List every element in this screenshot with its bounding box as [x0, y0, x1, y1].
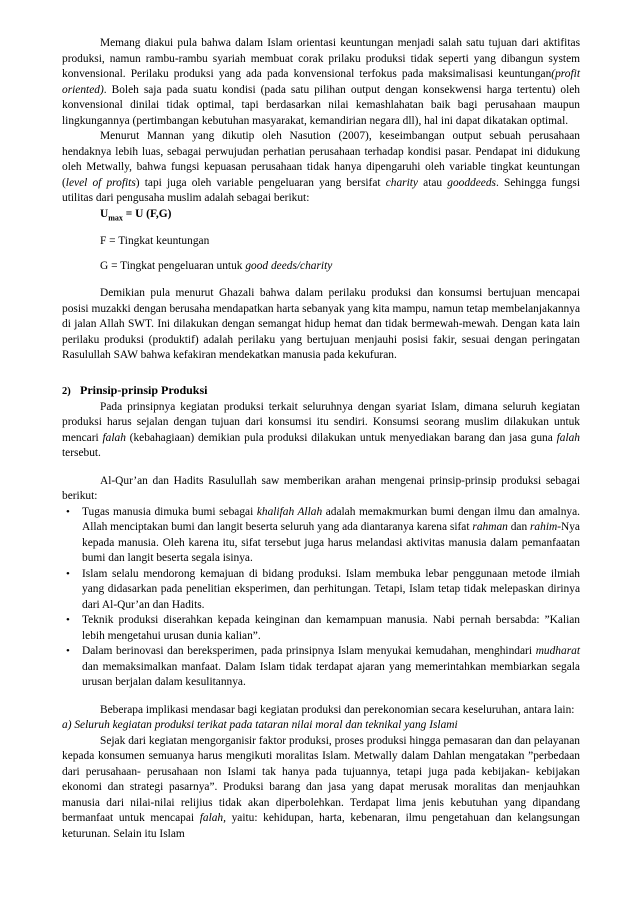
text-run: G = Tingkat pengeluaran untuk — [100, 259, 246, 272]
list-item — [62, 613, 580, 644]
text-run: adalah memakmurkan bumi dengan ilmu dan amalnya. Allah menciptakan bumi dan langit beserta seluruh yang ada diantaranya karena sifat — [82, 505, 581, 534]
text-run: -Nya kepada manusia. Oleh karena itu, sifat tersebut juga harus melandasi aktivitas manusia dalam pemanfaatan bumi dan langit beserta segala isinya. — [82, 521, 580, 565]
text-run: dan — [507, 521, 530, 534]
paragraph-profit-orientation — [62, 36, 580, 129]
list-item — [62, 567, 580, 614]
paragraph-organizing-production — [62, 734, 580, 843]
text-run: . Boleh saja pada suatu kondisi (pada satu pilihan output dengan konsekwensi harga tertentu) oleh konvensional dinilai tidak optimal, tapi berdasarkan nilai kemashlahatan baik bagi perusahaan maupun lingkungannya (pertimbangan kebutuhan masyarakat, kemandirian negara dll), hal ini dapat dikatakan optimal. — [62, 83, 580, 127]
text-run: charity — [385, 176, 418, 189]
text-run: mudharat — [535, 645, 580, 658]
text-run: Islam selalu mendorong kemajuan di bidang produksi. Islam membuka lebar penggunaan metode ilmiah yang didasarkan pada penelitian eksperimen, dan perhitungan. Tetapi, Islam tetap tidak melepaskan dirinya dari Al-Qur’an dan Hadits. — [82, 567, 580, 611]
definition-g — [100, 259, 580, 275]
text-run: atau — [417, 176, 448, 189]
text-run: Dalam berinovasi dan bereksperimen, pada prinsipnya Islam menyukai kemudahan, menghindari — [82, 645, 536, 658]
bullet-icon: • — [66, 645, 70, 658]
paragraph-quran-hadits — [62, 474, 580, 505]
paragraph-implications — [62, 703, 580, 719]
text-run: . Sehingga fungsi utilitas dari pengusaha muslim adalah sebagai berikut: — [62, 176, 580, 204]
text-run: ) tapi juga oleh variable pengeluaran yang bersifat — [135, 176, 386, 189]
text-run: khalifah Allah — [256, 505, 323, 518]
text-run: falah, — [199, 812, 226, 825]
text-run: falah — [556, 431, 580, 444]
utility-function-block — [100, 207, 580, 275]
text-run: falah — [102, 431, 126, 444]
list-item — [62, 644, 580, 691]
text-run: good deeds/charity — [245, 259, 333, 272]
paragraph-ghazali — [62, 286, 580, 364]
text-run: Sejak dari kegiatan mengorganisir faktor produksi, proses produksi hingga pemasaran dan dan pelayanan kepada konsumen semuanya harus mengikuti moralitas Islam. Metwally dalam Dahlan mengatakan ”perbedaan dari perusahaan- perusahaan non Islami tak hanya pada tujuannya, tetapi juga pada kebijakan- kebijakan ekonomi dan strategi pasarnya”. Produksi barang dan jasa yang dapat merusak moralitas dan menjauhkan manusia dari nilai-nilai relijius tidak akan diperbolehkan. Terdapat lima jenis kebutuhan yang dipandang bermanfaat untuk mencapai — [62, 734, 580, 825]
text-run: Pada prinsipnya kegiatan produksi terkait seluruhnya dengan syariat Islam, dimana seluruh kegiatan produksi harus sejalan dengan tujuan dari konsumsi itu sendiri. Konsumsi seorang muslim dilakukan untuk mencari — [62, 400, 580, 444]
text-run: yaitu: kehidupan, harta, kebenaran, ilmu pengetahuan dan kelangsungan keturunan. Selain itu Islam — [62, 812, 581, 840]
utility-formula: $U_{max} = U$ (F,G) — [100, 207, 172, 222]
list-item — [62, 505, 580, 567]
text-run: Beberapa implikasi mendasar bagi kegiatan produksi dan perekonomian secara keseluruhan, antara lain: — [100, 703, 575, 716]
paragraph-mannan-metwally — [62, 129, 580, 207]
principles-list — [62, 505, 580, 691]
text-run: Teknik produksi diserahkan kepada keinginan dan kemampuan manusia. Nabi pernah bersabda: ”Kalian lebih mengetahui urusan dunia kalian”. — [82, 614, 580, 642]
text-run: Demikian pula menurut Ghazali bahwa dalam perilaku produksi dan konsumsi bertujuan mencapai posisi muzakki dengan berusaha mendapatkan harta sebanyak yang kita mampu, namun tetap membelanjakannya di jalan Allah SWT. Ini dilakukan dengan semangat hidup hemat dan tidak bermewah-mewah. Dengan kata lain perilaku produksi (produktif) adalah perilaku yang bertujuan menjauhi posisi fakir, sesuai dengan peringatan Rasulullah SAW bahwa kefakiran mendekatkan manusia pada kekufuran. — [62, 287, 580, 362]
definition-f: F = Tingkat keuntungan — [100, 235, 210, 248]
text-run: dan memaksimalkan manfaat. Dalam Islam tidak terdapat ajaran yang memerintahkan membiarkan segala urusan berjalan dalam kesulitannya. — [82, 660, 580, 689]
text-run: Memang diakui pula bahwa dalam Islam orientasi keuntungan menjadi salah satu tujuan dari aktifitas produksi, namun rambu-rambu syariah membuat corak prilaku produksi tidak seperti yang dibangun system konvensional. Perilaku produksi yang ada pada konvensional terfokus pada maksimalisasi keuntungan — [62, 37, 580, 80]
text-run: level of profits — [65, 176, 136, 189]
text-run: Al-Qur’an dan Hadits Rasulullah saw memberikan arahan mengenai prinsip-prinsip produksi sebagai berikut: — [62, 474, 580, 503]
text-run: (profit oriented) — [62, 68, 580, 96]
text-run: (kebahagiaan) demikian pula produksi dilakukan untuk menyediakan barang dan jasa guna — [125, 431, 557, 444]
text-run: rahman — [472, 521, 508, 534]
text-run: rahim — [530, 521, 558, 534]
text-run: Tugas manusia dimuka bumi sebagai — [82, 505, 257, 518]
bullet-icon: • — [66, 567, 70, 580]
text-run: gooddeeds — [447, 176, 496, 189]
bullet-icon: • — [66, 614, 70, 627]
paragraph-principles-intro — [62, 400, 580, 462]
section-heading: 2) Prinsip-prinsip Produksi — [62, 382, 208, 397]
subheading-moral-values: a) Seluruh kegiatan produksi terikat pada tataran nilai moral dan teknikal yang Islami — [62, 719, 458, 732]
text-run: tersebut. — [62, 447, 101, 460]
text-run: Menurut Mannan yang dikutip oleh Nasution (2007), keseimbangan output sebuah perusahaan hendaknya lebih luas, sebagai perwujudan perhatian perusahaan terhadap kondisi pasar. Pendapat ini didukung oleh Metwally, bahwa fungsi kepuasan perusahaan tidak hanya dipengaruhi oleh variable tingkat keuntungan ( — [62, 130, 580, 189]
bullet-icon: • — [66, 505, 70, 518]
